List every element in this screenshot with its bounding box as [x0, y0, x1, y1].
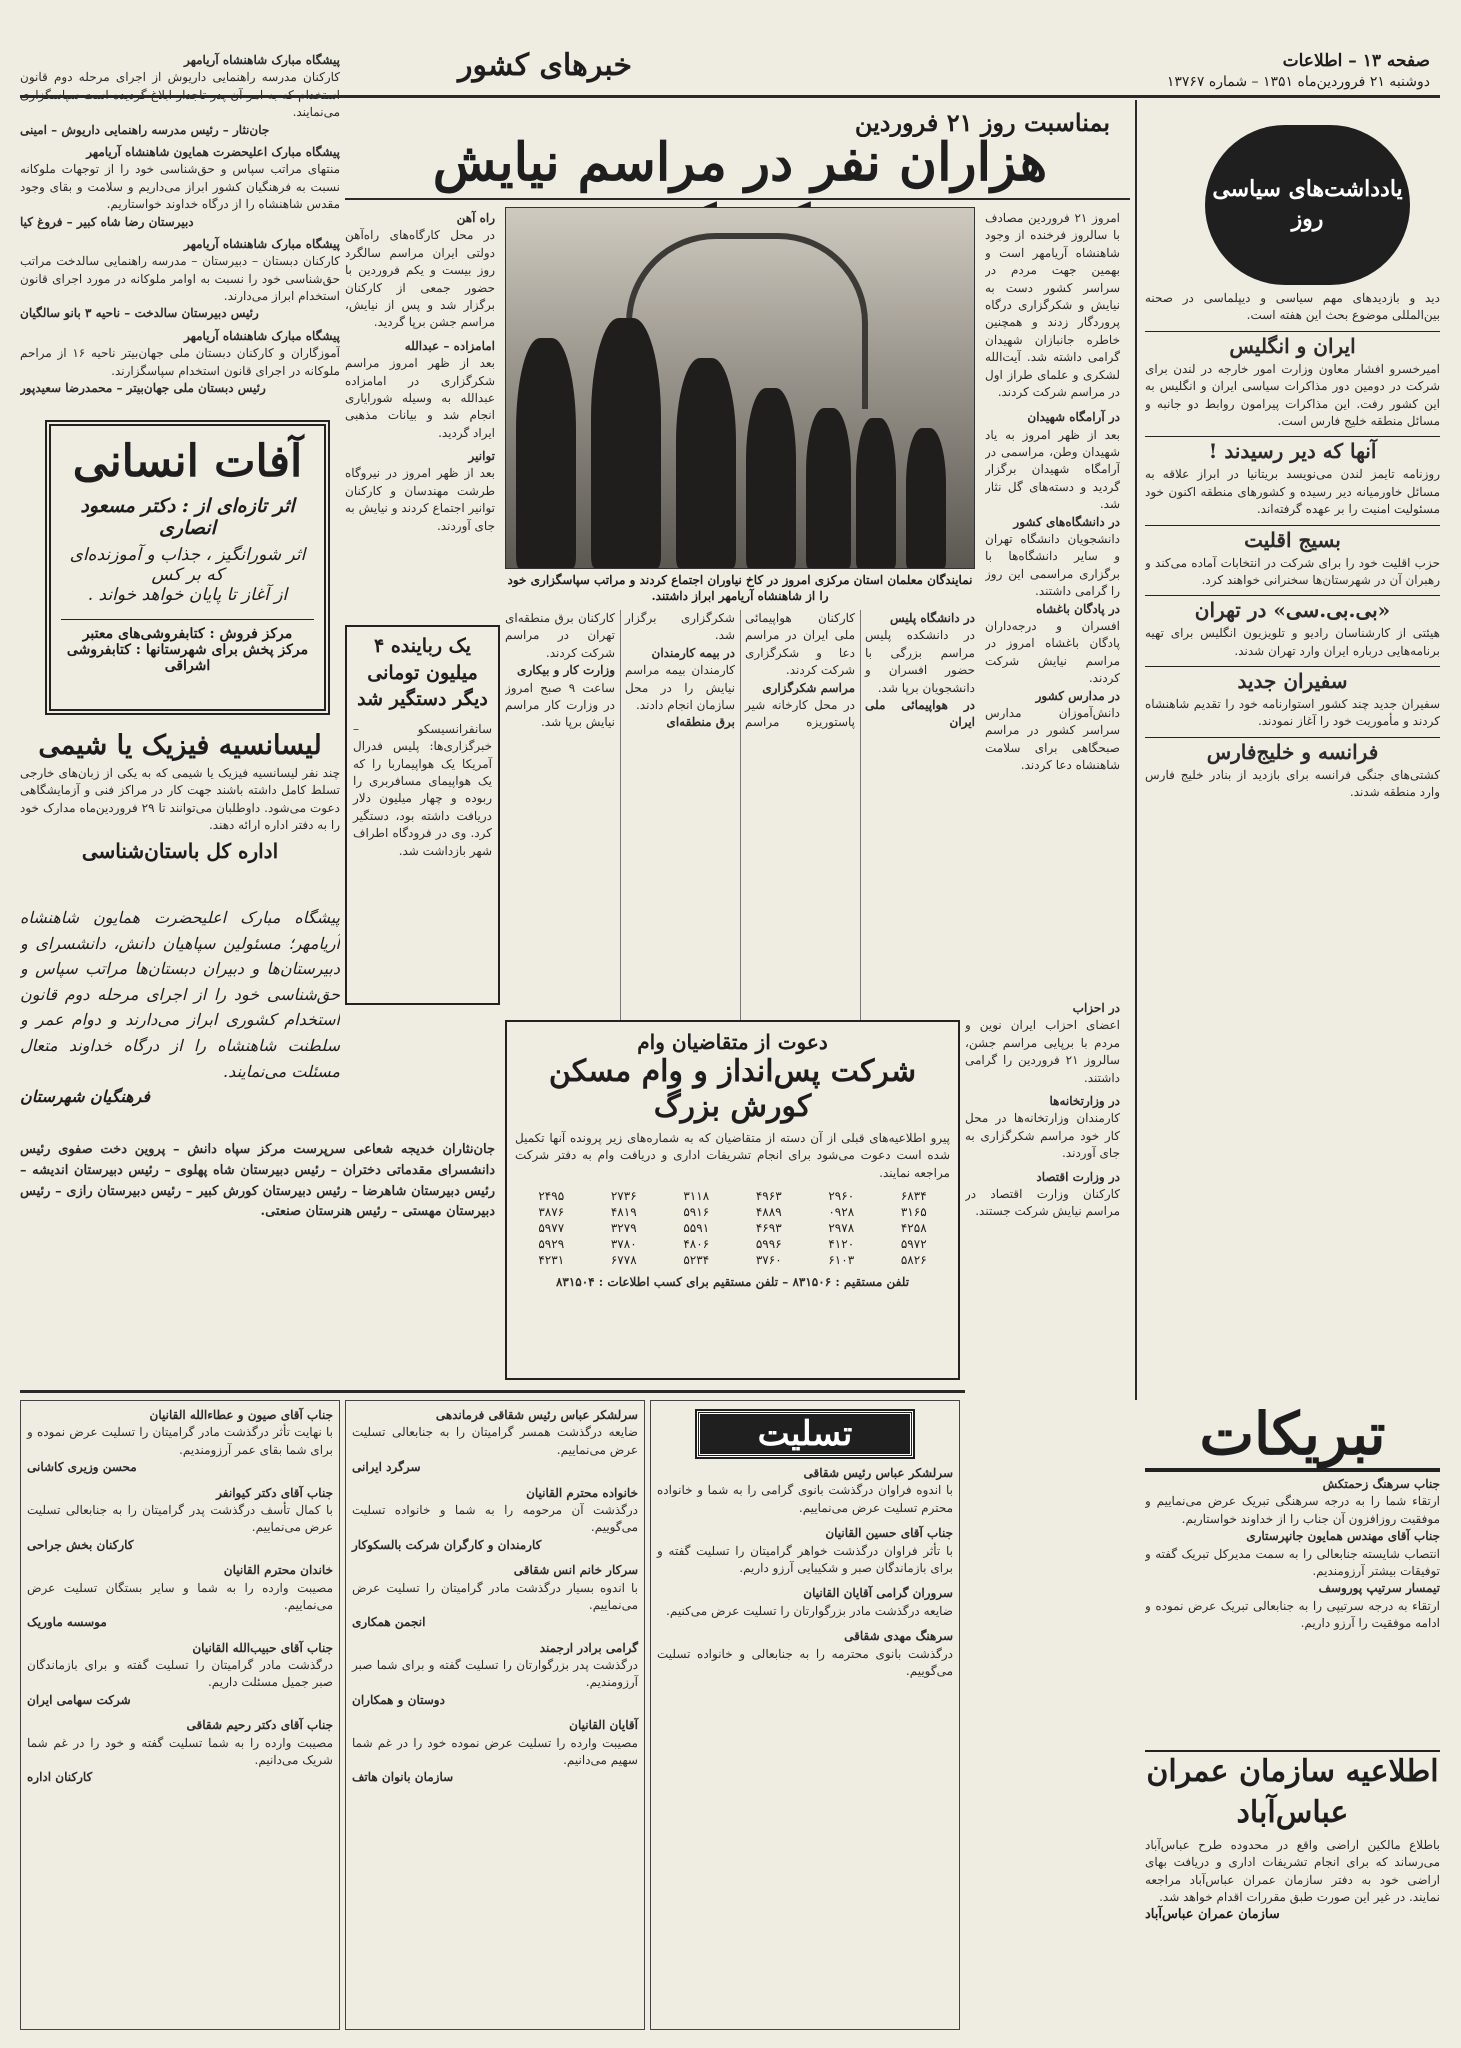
abbasabad-title: اطلاعیه سازمان عمران عباس‌آباد [1146, 1754, 1439, 1830]
left-news-column: راه آهن در محل کارگاه‌های راه‌آهن دولتی ایران مراسم سالگرد روز بیست و یکم فروردین با حضور جمعی از کارکنان برگزار شد و پس از نیایش، مراسم جشن برپا گردید. امامزاده – عبدالله بعد از ظهر امروز مراسم شکرگزاری در امامزاده عبدالله به وسیله شورایاری انجام شد و بیانات مذهبی ایراد گردید. توانیر بعد از ظهر امروز در نیروگاه طرشت مهندسان و کارکنان توانیر اجتماع کردند و نیایش به جای آوردند. [345, 211, 495, 533]
political-notes-badge: یادداشت‌های سیاسی روز [1205, 125, 1410, 285]
housing-contact: تلفن مستقیم : ۸۳۱۵۰۶ – تلفن مستقیم برای کسب اطلاعات : ۸۳۱۵۰۴ [555, 1275, 910, 1290]
science-ad: لیسانسیه فیزیک یا شیمی چند نفر لیسانسیه فیزیک یا شیمی که به یکی از زبان‌های خارجی تسلط کامل داشته باشند جهت کار در مراکز فنی و آزمایشگاهی دعوت می‌شود. داوطلبان می‌توانند تا ۲۹ فروردین‌ماه مدارک خود را به دفتر اداره ارائه دهند. اداره کل باستان‌شناسی [20, 730, 340, 863]
handwritten-notice-cont [345, 1030, 495, 1140]
photo-caption: نمایندگان معلمان استان مرکزی امروز در کاخ نیاوران اجتماع کردند و مراتب سپاسگزاری خود را از شاهنشاه آریامهر ابراز داشتند. [507, 573, 973, 604]
handwritten-notice: پیشگاه مبارک اعلیحضرت همایون شاهنشاه آریامهر؛ مسئولین سپاهیان دانش، دانشسرای و دبیرستان‌ها و دبیران دبستان‌ها مراتب سپاس و حق‌شناسی خود را از اجرای مرحله دوم قانون استخدام کشوری ابراز می‌دارند و دوام عمر و سلطنت شاهنشاه را از درگاه خداوند متعال مسئلت می‌نمایند. فرهنگیان شهرستان [20, 908, 340, 1107]
lead-kicker: بمناسبت روز ۲۱ فروردین [854, 108, 1110, 137]
condolences-mid: سرلشکر عباس رئیس شقاقی فرماندهی ضایعه درگذشت همسر گرامیتان را به جنابعالی تسلیت عرض می‌نماییم. سرگرد ایرانی خانواده محترم القانیان درگذشت آن مرحومه را به شما و خانواده تسلیت می‌گوییم. کارمندان و کارگران شرکت بالسکوکار سرکار خانم انس شقاقی با اندوه بسیار درگذشت مادر گرامیتان را تسلیت عرض می‌نماییم. انجمن همکاری گرامی برادر ارجمند درگذشت پدر بزرگوارتان را تسلیت گفته و برای شما صبر آرزومندیم. دوستان و همکاران آقایان القانیان مصیبت وارده را تسلیت عرض نموده خود را در غم شما سهیم می‌دانیم. سازمان بانوان هاتف [345, 1400, 645, 2030]
science-title: لیسانسیه فیزیک یا شیمی [38, 730, 322, 761]
hijacker-text: سانفرانسیسکو – خبرگزاری‌ها: پلیس فدرال آمریکا یک هواپیماربا را که یک هواپیمای مسافربری را ربوده و چهار میلیون دلار دریافت داشته بود، دستگیر کرد. وی در فرودگاه اطراف شهر بازداشت شد. [353, 721, 492, 858]
housing-loan-ad [505, 1020, 960, 1380]
lower-news-column: در احزاب اعضای احزاب ایران نوین و مردم با برپایی مراسم جشن، سالروز ۲۱ فروردین را گرامی داشتند. در وزارتخانه‌ها کارمندان وزارتخانه‌ها در محل کار خود مراسم شکرگزاری به جای آوردند. در وزارت اقتصاد کارکنان وزارت اقتصاد در مراسم نیایش شرکت جستند. [965, 1001, 1120, 1219]
condolences-left: جناب آقای صیون و عطاءالله القانیان با نهایت تأثر درگذشت مادر گرامیتان را تسلیت عرض نموده و برای شما بقای عمر آرزومندیم. محسن وزیری کاشانی جناب آقای دکتر کیوانفر با کمال تأسف درگذشت پدر گرامیتان را به جنابعالی تسلیت عرض می‌نماییم. کارکنان بخش جراحی خاندان محترم القانیان مصیبت وارده را به شما و سایر بستگان تسلیت عرض می‌نماییم. موسسه ماوریک جناب آقای حبیب‌الله القانیان درگذشت مادر گرامیتان را تسلیت گفته و برای بازماندگان صبر جمیل مسئلت داریم. شرکت سهامی ایران جناب آقای دکتر رحیم شقاقی مصیبت وارده را به شما تسلیت گفته و خود را در غم شما شریک می‌دانیم. کارکنان اداره [20, 1400, 340, 2030]
lead-photo [505, 207, 975, 569]
right-column-notes: دید و بازدیدهای مهم سیاسی و دیپلماسی در صحنه بین‌المللی موضوع بحث این هفته است. ایران و انگلیس امیرخسرو افشار معاون وزارت امور خارجه در لندن برای شرکت در دومین دور مذاکرات سیاسی ایران و انگلیس به این کشور رفت. این مذاکرات پیرامون روابط دو جانبه و مسائل منطقه خلیج فارس است. آنها که دیر رسیدند ! روزنامه تایمز لندن می‌نویسد بریتانیا در ابراز علاقه به مسائل خاورمیانه دیر رسیده و کشورهای منطقه اکنون خود مسئولیت امنیت را بر عهده گرفته‌اند. بسیج اقلیت حزب اقلیت خود را برای شرکت در انتخابات آماده می‌کند و رهبران آن در شهرستان‌ها سخنرانی خواهند کرد. «بی.بی.سی» در تهران هیئتی از کارشناسان رادیو و تلویزیون انگلیس برای تهیه برنامه‌هایی درباره ایران وارد تهران شدند. سفیران جدید سفیران جدید چند کشور استوارنامه خود را تقدیم شاهنشاه کردند و مأموریت خود را آغاز نمودند. فرانسه و خلیج‌فارس کشتی‌های جنگی فرانسه برای بازدید از بنادر خلیج فارس وارد منطقه شدند. [1145, 291, 1440, 800]
tabrikat-title: تبریکات [1145, 1400, 1440, 1472]
tabrikat-section: تبریکات جناب سرهنگ زحمتکش ارتقاء شما را به درجه سرهنگی تبریک عرض می‌نماییم و موفقیت روزافزون آن جناب را از خداوند خواستاریم. جناب آقای مهندس همایون جانپرستاری انتصاب شایسته جنابعالی را به سمت مدیرکل تبریک گفته و توفیقات بیشتر آرزومندیم. تیمسار سرتیپ پوروسف ارتقاء به درجه سرتیپی را به جنابعالی تبریک عرض نموده و ادامه موفقیت را آرزو داریم. [1145, 1400, 1440, 1631]
science-sign: اداره کل باستان‌شناسی [81, 838, 279, 863]
housing-kicker: دعوت از متقاضیان وام [637, 1030, 828, 1054]
hijacker-title: یک رباینده ۴ میلیون تومانی دیگر دستگیر شد [357, 635, 488, 711]
headline-rule [345, 198, 1130, 200]
housing-number-table [515, 1188, 950, 1268]
table-row: ۵۸۲۶ ۶۱۰۳ ۳۷۶۰ ۵۲۳۴ ۶۷۷۸ ۴۲۳۱ [538, 1253, 927, 1268]
left-notices: پیشگاه مبارک شاهنشاه آریامهر کارکنان مدرسه راهنمایی داریوش از اجرای مرحله دوم قانون استخدام که به امر آن پدر تاجدار ابلاغ گردیده است سپاسگزاری می‌نمایند. جان‌نثار – رئیس مدرسه راهنمایی داریوش – امینی پیشگاه مبارک اعلیحضرت همایون شاهنشاه آریامهر منتهای مراتب سپاس و حق‌شناسی خود را از توجهات ملوکانه نسبت به فرهنگیان کشور ابراز می‌داریم و سلامت و بقای وجود مقدس شاهنشاه را از درگاه خداوند خواستاریم. دبیرستان رضا شاه کبیر – فروغ کیا پیشگاه مبارک شاهنشاه آریامهر کارکنان دبستان – دبیرستان – مدرسه راهنمایی سالدخت مراتب حق‌شناسی خود را نسبت به اوامر ملوکانه در مورد اجرای قانون استخدام ابراز می‌دارند. رئیس دبیرستان سالدخت – ناحیه ۳ بانو سالگیان پیشگاه مبارک شاهنشاه آریامهر آموزگاران و کارکنان دبستان ملی جهان‌بیتر ناحیه ۱۶ از مراحم ملوکانه در اجرای قانون استخدام سپاسگزارند. رئیس دبستان ملی جهان‌بیتر – محمدرضا سعیدپور [20, 53, 340, 396]
housing-title: شرکت پس‌انداز و وام مسکن کورش بزرگ [548, 1054, 917, 1124]
page-header [1090, 50, 1430, 92]
staff-notice: جان‌نثاران خدیجه شعاعی سرپرست مرکز سپاه دانش – پروین دخت صفوی رئیس دانشسرای مقدماتی دختران – رئیس دبیرستان شاه پهلوی – رئیس دبیرستان اندیشه – رئیس دبیرستان شاهرضا – رئیس دبیرستان کورش کبیر – رئیس دبیرستان رازی – رئیس دبیرستان مهستی – رئیس هنرستان صنعتی. [20, 1142, 495, 1220]
tasliat-section: تسلیت سرلشکر عباس رئیس شقاقی با اندوه فراوان درگذشت بانوی گرامی را به شما و خانواده محترم تسلیت عرض می‌نماییم. جناب آقای حسین القانیان با تأثر فراوان درگذشت خواهر گرامیتان را تسلیت گفته و برای بازماندگان صبر و شکیبایی آرزو داریم. سروران گرامی آقایان القانیان ضایعه درگذشت مادر بزرگوارتان را تسلیت عرض می‌کنیم. سرهنگ مهدی شقاقی درگذشت بانوی محترمه را به جنابعالی و خانواده تسلیت می‌گوییم. [650, 1400, 960, 2030]
lead-headline: هزاران نفر در مراسم نیایش [432, 132, 1048, 193]
hijacker-story [345, 625, 500, 1005]
middle-news-columns: در دانشگاه پلیس در دانشکده پلیس مراسم بزرگی با حضور افسران و دانشجویان برپا شد. در هواپیمائی ملی ایران کارکنان هواپیمائی ملی ایران در مراسم دعا و شکرگزاری شرکت کردند. مراسم شکرگزاری در محل کارخانه شیر پاستوریزه مراسم شکرگزاری برگزار شد. در بیمه کارمندان کارمندان بیمه مراسم نیایش را در محل سازمان انجام دادند. برق منطقه‌ای کارکنان برق منطقه‌ای تهران در مراسم شرکت کردند. وزارت کار و بیکاری ساعت ۹ صبح امروز در وزارت کار مراسم نیایش برپا شد. [505, 611, 975, 730]
page-label: صفحه ۱۳ – اطلاعات [1282, 51, 1430, 71]
bottom-rule [20, 1390, 965, 1393]
book-title: آفات انسانی [72, 436, 303, 487]
column-rule [1135, 100, 1137, 1400]
table-row: ۳۱۶۵ ۰۹۲۸ ۴۸۸۹ ۵۹۱۶ ۴۸۱۹ ۳۸۷۶ [538, 1205, 927, 1220]
abbasabad-notice: اطلاعیه سازمان عمران عباس‌آباد باطلاع مالکین اراضی واقع در محدوده طرح عباس‌آباد می‌رساند که برای انجام تشریفات اداری و دریافت بهای اراضی خود به دفتر سازمان عمران عباس‌آباد مراجعه نمایند. در غیر این صورت طبق مقررات اقدام خواهد شد. سازمان عمران عباس‌آباد [1145, 1750, 1440, 2035]
gate-shape [626, 233, 868, 409]
lead-body: امروز ۲۱ فروردین مصادف با سالروز فرخنده از وجود شاهنشاه آریامهر است و بهمین جهت مردم در سراسر کشور دست به نیایش و شکرگزاری درگاه پروردگار زدند و همچنین خاطره جانبازان شهیدان گرامی داشته شد. آیت‌الله لشکری و علمای طراز اول در مراسم شرکت کردند. در آرامگاه شهیدان بعد از ظهر امروز به یاد شهیدان وطن، مراسمی در آرامگاه شهیدان برگزار گردید و دسته‌های گل نثار شد. در دانشگاه‌های کشور دانشجویان دانشگاه تهران و سایر دانشگاه‌ها با برگزاری مراسمی این روز را گرامی داشتند. در پادگان باغشاه افسران و درجه‌داران پادگان باغشاه امروز در مراسم نیایش شرکت کردند. در مدارس کشور دانش‌آموزان مدارس سراسر کشور در مراسم صبحگاهی برای سلامت شاهنشاه دعا کردند. [985, 210, 1120, 990]
table-row: ۴۲۵۸ ۲۹۷۸ ۴۶۹۳ ۵۵۹۱ ۳۲۷۹ ۵۹۷۷ [538, 1221, 927, 1236]
table-row: ۶۸۳۴ ۲۹۶۰ ۴۹۶۳ ۳۱۱۸ ۲۷۳۶ ۲۴۹۵ [538, 1189, 927, 1204]
book-author: اثر تازه‌ای از : دکتر مسعود انصاری [80, 495, 295, 539]
housing-text: پیرو اطلاعیه‌های قبلی از آن دسته از متقاضیان که به شماره‌های زیر پرونده آنها تکمیل شده است دعوت می‌شود برای انجام تشریفات اداری و دریافت وام به دفتر شرکت مراجعه نمایند. [515, 1131, 950, 1180]
table-row: ۵۹۷۲ ۴۱۲۰ ۵۹۹۶ ۴۸۰۶ ۳۷۸۰ ۵۹۲۹ [538, 1237, 927, 1252]
tasliat-title: تسلیت [697, 1411, 913, 1457]
book-ad: آفات انسانی اثر تازه‌ای از : دکتر مسعود انصاری اثر شورانگیز ، جذاب و آموزنده‌ای که بر کس از آغاز تا پایان خواهد خواند . مرکز فروش : کتابفروشی‌های معتبر مرکز پخش برای شهرستانها : کتابفروشی اشراقی [45, 420, 330, 715]
date-line: دوشنبه ۲۱ فروردین‌ماه ۱۳۵۱ – شماره ۱۳۷۶۷ [1166, 73, 1430, 90]
mid-news-list: در آرامگاه شهیدان بعد از ظهر امروز به یاد شهیدان وطن، مراسمی در آرامگاه شهیدان برگزار گردید و دسته‌های گل نثار شد. در دانشگاه‌های کشور دانشجویان دانشگاه تهران و سایر دانشگاه‌ها با برگزاری مراسمی این روز را گرامی داشتند. در پادگان باغشاه افسران و درجه‌داران پادگان باغشاه امروز در مراسم نیایش شرکت کردند. در مدارس کشور دانش‌آموزان مدارس سراسر کشور در مراسم صبحگاهی برای سلامت شاهنشاه دعا کردند. [985, 410, 1120, 773]
section-title: خبرهای کشور [457, 48, 633, 83]
